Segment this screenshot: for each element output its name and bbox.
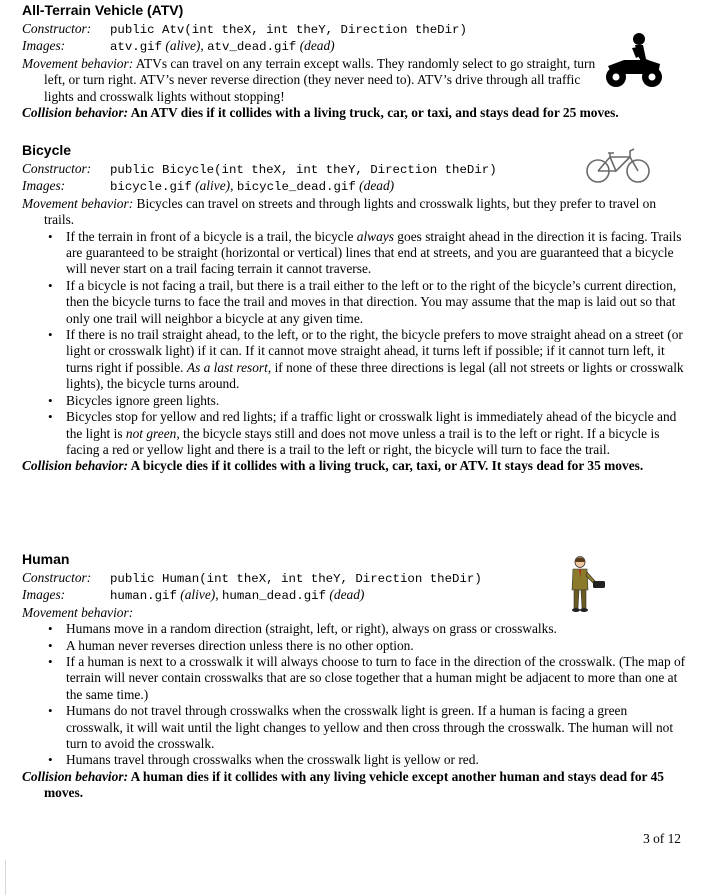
atv-heading: All-Terrain Vehicle (ATV) xyxy=(22,2,184,18)
atv-movement-text: ATVs can travel on any terrain except walls. They randomly select to go straight, turn left, or turn right. ATV’s never reverse direction (they never need to). ATV’s drive through all traffic lights and crosswalk lights without stopping! xyxy=(44,55,596,104)
atv-images-row xyxy=(22,38,686,55)
human-constructor-code: public Human(int theX, int theY, Direction theDir) xyxy=(110,572,482,586)
list-item: • If there is no trail straight ahead, to the left, or to the right, the bicycle prefers to move straight ahead on a street (or light or crosswalk light) if it can. If it cannot move straight ahead, it turns left if possible; if it cannot turn left, it turns right if possible. As a last resort, if none of these three directions is legal (all not streets or lights or crosswalk lights), the bicycle turns around. xyxy=(66,327,686,393)
human-figure-icon xyxy=(566,556,610,614)
atv-image-dead-note: (dead) xyxy=(299,38,335,54)
image-separator: , xyxy=(215,587,219,603)
bicycle-constructor-code: public Bicycle(int theX, int theY, Direction theDir) xyxy=(110,163,497,177)
human-rules-list xyxy=(22,621,686,769)
collision-label: Collision behavior xyxy=(22,768,124,784)
human-collision-paragraph: Collision behavior: A human dies if it collides with any living vehicle except another human and stays dead for 45 moves. xyxy=(22,768,664,801)
bicycle-heading: Bicycle xyxy=(22,142,72,158)
collision-label: Collision behavior xyxy=(22,458,124,474)
bicycle-image-dead-note: (dead) xyxy=(359,178,395,194)
constructor-label: Constructor: xyxy=(22,570,92,585)
bicycle-image-alive-note: (alive) xyxy=(195,178,231,194)
human-image-alive-file: human.gif xyxy=(110,589,177,604)
images-label: Images: xyxy=(22,178,66,194)
image-separator: , xyxy=(200,38,204,54)
atv-movement-paragraph: Movement behavior: ATVs can travel on any terrain except walls. They randomly select to go straight, turn left, or turn right. ATV’s never reverse direction (they never need to). ATV’s drive through all traffic lights and crosswalk lights without stopping! xyxy=(22,55,596,104)
list-item: • If the terrain in front of a bicycle is a trail, the bicycle always goes straight ahead in the direction it is facing. Trails are guaranteed to be straight (horizontal or vertical) lines that end at streets, and you are guaranteed that a bicycle will never start on a trail facing terrain it cannot traverse. xyxy=(66,229,686,278)
bicycle-collision-text: A bicycle dies if it collides with a living truck, car, taxi, or ATV. It stays dead for 35 moves. xyxy=(130,458,644,474)
bicycle-collision-paragraph: Collision behavior: A bicycle dies if it collides with a living truck, car, taxi, or ATV. It stays dead for 35 moves. xyxy=(22,458,644,474)
movement-label: Movement behavior xyxy=(22,55,129,71)
movement-label: Movement behavior: xyxy=(22,604,134,620)
atv-image-alive-note: (alive) xyxy=(165,38,201,54)
human-image-dead-note: (dead) xyxy=(329,587,365,603)
list-item: • A human never reverses direction unless there is no other option. xyxy=(66,638,686,654)
list-item: • If a human is next to a crosswalk it will always choose to turn to face in the direction of the crosswalk. (The map of terrain will never contain crosswalks that are so close together that a human might be adjacent to more than one at the same time.) xyxy=(66,654,686,703)
atv-collision-text: An ATV dies if it collides with a living truck, car, or taxi, and stays dead for 25 moves. xyxy=(130,105,619,121)
list-item: • Humans do not travel through crosswalks when the crosswalk light is green. If a human is facing a green crosswalk, it will wait until the light changes to yellow and then cross through the crosswalk. The human will not turn to avoid the crosswalk. xyxy=(66,703,686,752)
images-label: Images: xyxy=(22,587,66,603)
page-number: 3 of 12 xyxy=(643,831,681,846)
image-separator: , xyxy=(230,178,234,194)
human-heading: Human xyxy=(22,551,70,567)
atv-constructor-row xyxy=(22,21,686,38)
atv-rider-icon xyxy=(602,32,666,90)
collision-label: Collision behavior xyxy=(22,105,124,121)
constructor-label: Constructor: xyxy=(22,161,92,176)
constructor-label: Constructor: xyxy=(22,21,92,36)
human-collision-text: A human dies if it collides with any living vehicle except another human and stays dead for 45 moves. xyxy=(44,768,664,801)
bicycle-section xyxy=(22,141,686,475)
atv-section xyxy=(22,1,686,121)
atv-constructor-code: public Atv(int theX, int theY, Direction theDir) xyxy=(110,23,467,37)
list-item: • Humans move in a random direction (straight, left, or right), always on grass or crosswalks. xyxy=(66,621,686,637)
atv-image-alive-file: atv.gif xyxy=(110,40,163,55)
bicycle-movement-text: Bicycles can travel on streets and through lights and crosswalk lights, but they prefer to travel on trails. xyxy=(44,195,657,228)
images-label: Images: xyxy=(22,38,66,54)
atv-image-dead-file: atv_dead.gif xyxy=(207,40,297,55)
list-item: • If a bicycle is not facing a trail, but there is a trail either to the left or to the right of the bicycle’s current direction, then the bicycle turns to face the trail and moves in that direction. You may assume that the map is laid out so that only one trail will neighbor a bicycle at any given time. xyxy=(66,278,686,327)
atv-collision-paragraph: Collision behavior: An ATV dies if it collides with a living truck, car, or taxi, and stays dead for 25 moves. xyxy=(22,105,619,121)
bicycle-image-dead-file: bicycle_dead.gif xyxy=(236,180,356,195)
bicycle-rules-list xyxy=(22,229,686,459)
movement-label: Movement behavior xyxy=(22,195,129,211)
list-item: • Humans travel through crosswalks when the crosswalk light is yellow or red. xyxy=(66,752,686,768)
bicycle-movement-paragraph: Movement behavior: Bicycles can travel on streets and through lights and crosswalk lights, but they prefer to travel on trails. xyxy=(22,195,657,228)
list-item: • Bicycles stop for yellow and red lights; if a traffic light or crosswalk light is immediately ahead of the bicycle and the light is not green, the bicycle stays still and does not move unless a trail is to the left or right. If a bicycle is facing a red or yellow light and there is a trail to the left or right, the bicycle will turn to face the trail. xyxy=(66,409,686,458)
bicycle-icon xyxy=(584,147,652,185)
list-item: • Bicycles ignore green lights. xyxy=(66,393,686,409)
human-image-alive-note: (alive) xyxy=(180,587,216,603)
margin-line xyxy=(5,860,6,895)
human-image-dead-file: human_dead.gif xyxy=(221,589,327,604)
bicycle-image-alive-file: bicycle.gif xyxy=(110,180,192,195)
